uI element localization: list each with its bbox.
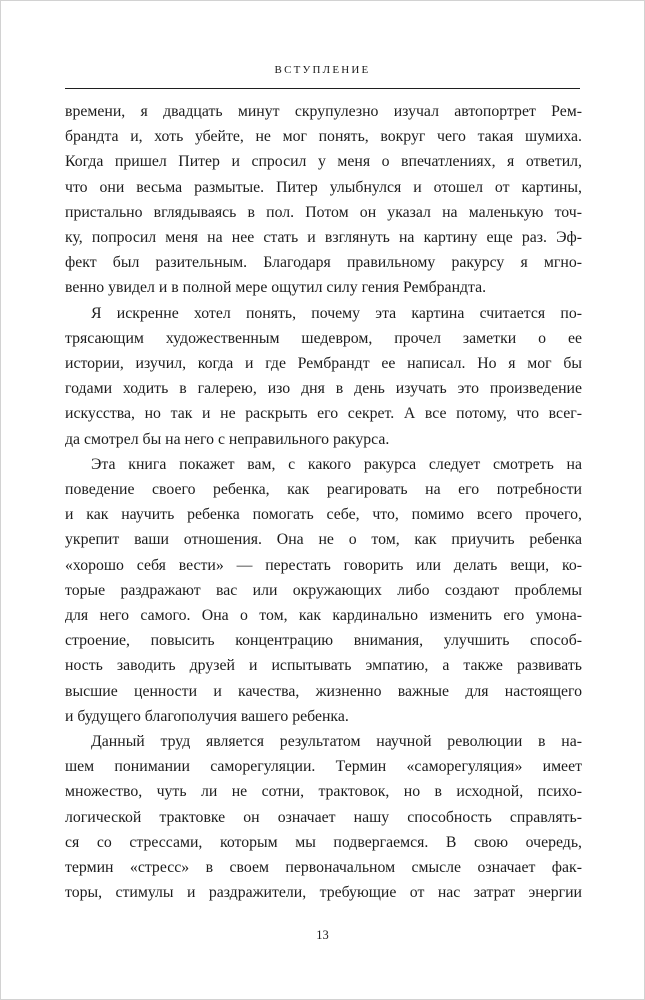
- text-line: торы, стимулы и раздражители, требующие от нас затрат энергии: [65, 884, 582, 902]
- page-number: 13: [316, 928, 329, 942]
- text-line: брандта и, хоть убейте, не мог понять, вокруг чего такая шумиха.: [65, 128, 582, 146]
- text-line: высшие ценности и качества, жизненно важные для настоящего: [65, 682, 582, 700]
- text-line: множество, чуть ли не сотни, трактовок, но в исходной, психо-: [65, 783, 582, 801]
- text-line: искусства, но так и не раскрыть его секрет. А все потому, что всег-: [65, 405, 582, 423]
- text-line: ся со стрессами, которым мы подвергаемся. В свою очередь,: [65, 833, 582, 851]
- text-line: Данный труд является результатом научной революции в на-: [91, 733, 582, 751]
- text-line: и будущего благополучия вашего ребенка.: [65, 707, 349, 725]
- text-line: что они весьма размытые. Питер улыбнулся и отошел от картины,: [65, 178, 582, 196]
- header-rule-divider: [65, 88, 580, 89]
- text-line: Когда пришел Питер и спросил у меня о впечатлениях, я ответил,: [65, 153, 582, 171]
- running-head-title: ВСТУПЛЕНИЕ: [274, 64, 371, 76]
- text-line: пристально вглядываясь в пол. Потом он указал на маленькую точ-: [65, 203, 582, 221]
- paragraph: [65, 99, 582, 301]
- text-line: истории, изучил, когда и где Рембрандт ее написал. Но я мог бы: [65, 355, 582, 373]
- text-line: годами ходить в галерею, изо дня в день изучать это произведение: [65, 380, 582, 398]
- text-line: термин «стресс» в своем первоначальном смысле означает фак-: [65, 859, 582, 877]
- text-line: «хорошо себя вести» — перестать говорить или делать вещи, ко-: [65, 556, 582, 574]
- text-line: шем понимании саморегуляции. Термин «саморегуляция» имеет: [65, 758, 582, 776]
- text-line: для него самого. Она о том, как кардинально изменить его умона-: [65, 607, 582, 625]
- paragraph: [65, 301, 582, 452]
- text-line: и как научить ребенка помогать себе, что, помимо всего прочего,: [65, 506, 582, 524]
- text-line: венно увидел и в полной мере ощутил силу гения Рембрандта.: [65, 279, 487, 297]
- body-text: [65, 99, 582, 906]
- text-line: строение, повысить концентрацию внимания, улучшить способ-: [65, 632, 582, 650]
- text-line: ность заводить друзей и испытывать эмпатию, а также развивать: [65, 657, 582, 675]
- text-line: времени, я двадцать минут скрупулезно изучал автопортрет Рем-: [65, 103, 582, 120]
- text-line: укрепит ваши отношения. Она не о том, как приучить ребенка: [65, 531, 582, 549]
- paragraph: [65, 452, 582, 729]
- text-line: трясающим художественным шедевром, прочел заметки о ее: [65, 329, 582, 347]
- text-line: поведение своего ребенка, как реагировать на его потребности: [65, 481, 582, 499]
- text-line: логической трактовке он означает нашу способность справлять-: [65, 808, 582, 826]
- paragraph: [65, 729, 582, 905]
- text-line: да смотрел бы на него с неправильного ракурса.: [65, 430, 390, 448]
- text-line: Эта книга покажет вам, с какого ракурса следует смотреть на: [91, 455, 582, 473]
- text-line: Я искренне хотел понять, почему эта картина считается по-: [91, 304, 582, 322]
- text-line: торые раздражают вас или окружающих либо создают проблемы: [65, 581, 582, 599]
- text-line: ку, попросил меня на нее стать и взглянуть на картину еще раз. Эф-: [65, 229, 582, 247]
- text-line: фект был разительным. Благодаря правильному ракурсу я мгно-: [65, 254, 582, 272]
